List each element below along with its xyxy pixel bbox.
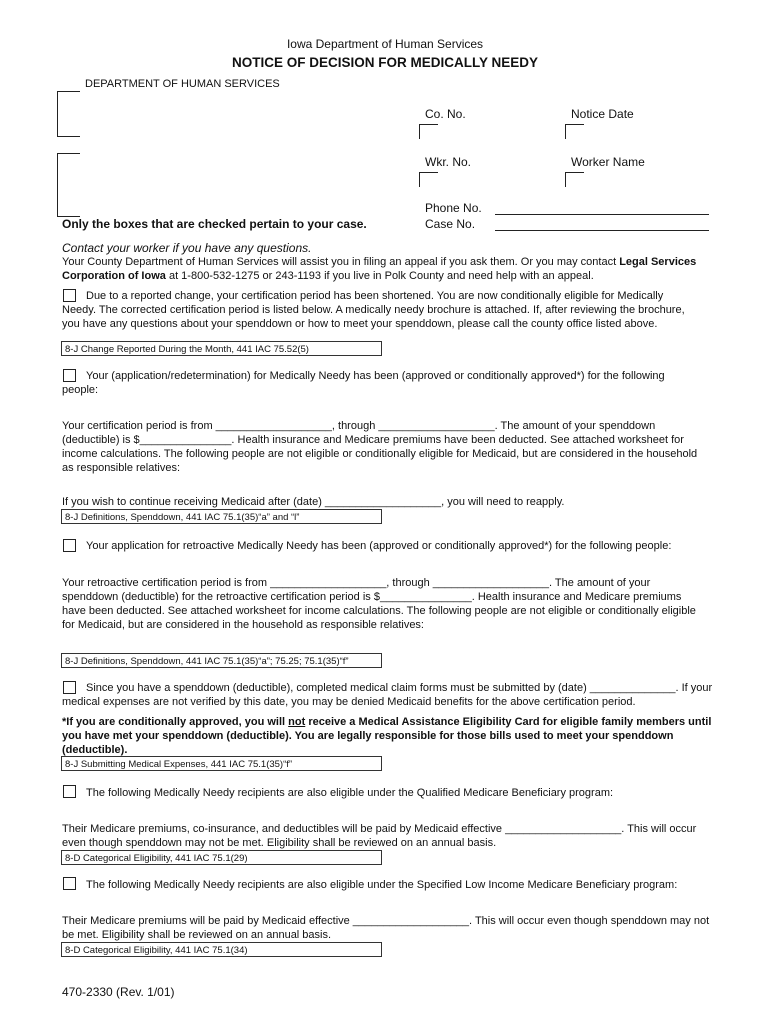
address-bracket-top bbox=[57, 91, 80, 137]
legal-services-name: Legal Services Corporation of Iowa bbox=[62, 256, 697, 282]
application-approved-reference: 8-J Definitions, Spenddown, 441 IAC 75.1(35)“a” and “l” bbox=[61, 509, 382, 524]
appeal-text-2: at 1-800-532-1275 or 243-1193 if you live in Polk County and need help with an appeal. bbox=[165, 270, 594, 282]
retroactive-reference: 8-J Definitions, Spenddown, 441 IAC 75.1(35)“a”; 75.25; 75.1(35)“f” bbox=[61, 653, 382, 668]
change-reported-text bbox=[62, 289, 696, 331]
co-no-label: Co. No. bbox=[425, 107, 466, 121]
wkr-no-box[interactable] bbox=[419, 172, 438, 187]
qmb-reference: 8-D Categorical Eligibility, 441 IAC 75.1(29) bbox=[61, 850, 382, 865]
retroactive-period-text: Your retroactive certification period is from ___________________, through ___________________. The amount of your spenddown (deductible) for the retroactive certification period is $_______________. Health insurance and Medicare premiums have been deducted. See attached worksheet for income calculations. The following people are not eligible or conditionally eligible for Medicaid, but are considered in the household as responsible relatives: bbox=[62, 577, 696, 631]
form-number: 470-2330 (Rev. 1/01) bbox=[62, 985, 175, 999]
co-no-box[interactable] bbox=[419, 124, 438, 139]
application-approved-text bbox=[62, 369, 696, 397]
warning-not: not bbox=[288, 716, 306, 728]
warning-text-1: *If you are conditionally approved, you will bbox=[62, 716, 289, 728]
spenddown-claims-text bbox=[62, 681, 714, 709]
application-approved-body: Your (application/redetermination) for Medically Needy has been (approved or conditionally approved*) for the following people: bbox=[62, 370, 665, 396]
spenddown-claims-body: Since you have a spenddown (deductible), completed medical claim forms must be submitted by (date) ______________. If your medical expenses are not verified by this date, you may be denied Medicaid benefits for the above certification period. bbox=[62, 682, 713, 708]
appeal-text-1: Your County Department of Human Services will assist you in filing an appeal if you ask them. Or you may contact bbox=[62, 256, 620, 268]
qmb-paragraph-text: Their Medicare premiums, co-insurance, and deductibles will be paid by Medicaid effective ___________________. This will occur even though spenddown may not be met. Eligibility shall be reviewed on an annual basis. bbox=[62, 823, 697, 849]
wkr-no-label: Wkr. No. bbox=[425, 155, 472, 169]
notice-date-label: Notice Date bbox=[571, 107, 634, 121]
appeal-paragraph bbox=[62, 255, 702, 283]
reapply-text: If you wish to continue receiving Medicaid after (date) ___________________, you will need to reapply. bbox=[62, 496, 565, 508]
contact-worker-note: Contact your worker if you have any questions. bbox=[62, 241, 312, 255]
change-reported-reference: 8-J Change Reported During the Month, 441 IAC 75.52(5) bbox=[61, 341, 382, 356]
agency-name: Iowa Department of Human Services bbox=[286, 37, 484, 51]
conditional-approval-warning bbox=[62, 715, 712, 757]
worker-name-box[interactable] bbox=[565, 172, 584, 187]
worker-name-label: Worker Name bbox=[571, 155, 645, 169]
spenddown-claims-reference: 8-J Submitting Medical Expenses, 441 IAC 75.1(35)“f” bbox=[61, 756, 382, 771]
page-title: NOTICE OF DECISION FOR MEDICALLY NEEDY bbox=[231, 55, 539, 70]
slmb-paragraph-text: Their Medicare premiums will be paid by Medicaid effective ___________________. This will occur even though spenddown may not be met. Eligibility shall be reviewed on an annual basis. bbox=[62, 915, 710, 941]
phone-no-line[interactable] bbox=[495, 214, 709, 215]
checked-boxes-note: Only the boxes that are checked pertain to your case. bbox=[62, 217, 367, 231]
certification-period-paragraph bbox=[62, 419, 702, 475]
qmb-paragraph bbox=[62, 822, 712, 850]
retroactive-period-paragraph bbox=[62, 576, 702, 632]
slmb-body: The following Medically Needy recipients are also eligible under the Specified Low Income Medicare Beneficiary program: bbox=[86, 879, 678, 891]
address-bracket-bottom bbox=[57, 153, 80, 217]
case-no-line[interactable] bbox=[495, 230, 709, 231]
qmb-text bbox=[62, 786, 722, 800]
case-no-label: Case No. bbox=[425, 217, 476, 231]
change-reported-body: Due to a reported change, your certification period has been shortened. You are now conditionally eligible for Medically Needy. The corrected certification period is listed below. A medically needy brochure is attached. If, after reviewing the brochure, you have any questions about your spenddown or how to meet your spenddown, please call the county office listed above. bbox=[62, 290, 685, 330]
slmb-text bbox=[62, 878, 742, 892]
slmb-reference: 8-D Categorical Eligibility, 441 IAC 75.1(34) bbox=[61, 942, 382, 957]
warning-text-2: receive a Medical Assistance Eligibility Card for eligible family members until you have met your spenddown (deductible). You are legally responsible for those bills used to meet your spenddown (deductible). bbox=[62, 716, 712, 756]
slmb-paragraph bbox=[62, 914, 712, 942]
qmb-body: The following Medically Needy recipients are also eligible under the Qualified Medicare Beneficiary program: bbox=[86, 787, 614, 799]
address-bracket-tick bbox=[57, 91, 79, 92]
certification-period-text: Your certification period is from ___________________, through ___________________. The amount of your spenddown (deductible) is $_______________. Health insurance and Medicare premiums have been deducted. See attached worksheet for income calculations. The following people are not eligible or conditionally eligible for Medicaid, but are considered in the household as responsible relatives: bbox=[62, 420, 698, 474]
retroactive-body: Your application for retroactive Medically Needy has been (approved or conditionally approved*) for the following people: bbox=[86, 540, 672, 552]
notice-date-box[interactable] bbox=[565, 124, 584, 139]
department-label: DEPARTMENT OF HUMAN SERVICES bbox=[85, 78, 280, 90]
phone-no-label: Phone No. bbox=[425, 201, 482, 215]
retroactive-text bbox=[62, 539, 722, 553]
